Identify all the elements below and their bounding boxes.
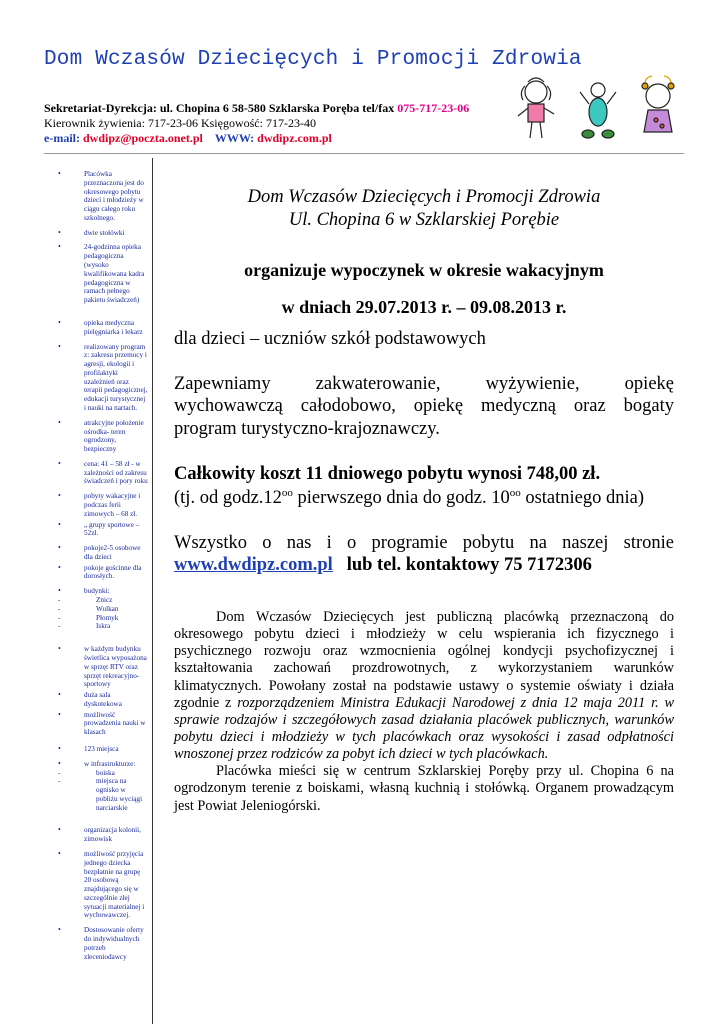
infrastructure-entry: - boiska xyxy=(84,769,148,778)
list-item: • opieka medyczna pielęgniarka i lekarz xyxy=(58,319,148,337)
org-title: Dom Wczasów Dziecięcych i Promocji Zdrowia xyxy=(44,48,582,71)
list-item: • 123 miejsca xyxy=(58,745,148,754)
dates-text: w dniach 29.07.2013 r. – 09.08.2013 r. xyxy=(281,297,567,318)
header-address-line xyxy=(44,101,469,116)
provide-line: program turystyczno-krajoznawczy. xyxy=(174,418,440,439)
infrastructure-entry: - miejsca na ognisko w pobliżu wyciągi narciarskie xyxy=(84,777,148,812)
provide-paragraph xyxy=(174,373,674,441)
list-item: • możliwość przyjęcia jednego dziecka bezpłatnie na grupę 20 osobową znajdującego się w szczególnie złej sytuacji materialnej i wychowawczej. xyxy=(58,850,148,920)
building-name: - Znicz xyxy=(84,596,148,605)
list-item: • pokoje gościnne dla dorosłych. xyxy=(58,564,148,582)
time-text xyxy=(174,487,674,510)
infrastructure-label: w infrastrukturze: xyxy=(84,759,136,768)
list-item: • możliwość prowadzenia nauki w klasach xyxy=(58,711,148,737)
time-part: pierwszego dnia do godz. 10 xyxy=(292,488,510,509)
cost-text: Całkowity koszt 11 dniowego pobytu wynosi 748,00 zł. xyxy=(174,463,601,484)
phone-text: lub tel. kontaktowy 75 7172306 xyxy=(346,555,592,576)
list-item: • w każdym budynku świetlica wyposażona w sprzęt RTV oraz sprzęt rekreacyjno-sportowy xyxy=(58,645,148,689)
address-text: Sekretariat-Dyrekcja: ul. Chopina 6 58-580 Szklarska Poręba tel/fax xyxy=(44,101,398,115)
building-name: - Iskra xyxy=(84,622,148,631)
list-item: • atrakcyjne położenie ośrodka- teren ogrodzony, bezpieczny xyxy=(58,419,148,454)
kids-illustration xyxy=(508,72,688,144)
provide-line: Zapewniamy zakwaterowanie, wyżywienie, opiekę xyxy=(174,373,674,394)
list-item: • dwie stołówki xyxy=(58,229,148,238)
main-address: Ul. Chopina 6 w Szklarskiej Porębie xyxy=(288,210,560,231)
list-item: • realizowany program z: zakresu przemocy i agresji, ekologii i profilaktyki uzależnień oraz terapii pedagogicznej, edukacji turystycznej i nauki na nartach. xyxy=(58,343,148,413)
www-link[interactable]: dwdipz.com.pl xyxy=(257,131,332,145)
list-item: • cena: 41 – 58 zł - w zależności od zakresu świadczeń i pory roku xyxy=(58,460,148,486)
description-text: Dom Wczasów Dziecięcych jest publiczną placówką przeznaczoną do okresowego pobytu dzieci i młodzieży w celu wspierania ich fizycznego i psychicznego rozwoju oraz wzmocnienia ogólnej kondycji psychofizycznej i kształtowania zachowań prozdrowotnych, z wykorzystaniem warunków klimatycznych. Powołany został na podstawie ustawy o systemie oświaty i działa zgodnie z xyxy=(174,608,674,711)
time-part: (tj. od godz.12 xyxy=(174,488,282,509)
list-item: • duża sala dyskotekowa xyxy=(58,691,148,709)
organizes-text: organizuje wypoczynek w okresie wakacyjnym xyxy=(244,260,604,281)
header-email-line xyxy=(44,131,332,146)
info-paragraph xyxy=(174,532,674,577)
time-part: ostatniego dnia) xyxy=(520,488,645,509)
main-heading: Dom Wczasów Dziecięcych i Promocji Zdrowia xyxy=(247,187,601,207)
list-item: • organizacja kolonii, zimowisk xyxy=(58,826,148,844)
provide-line: wychowawczą całodobowo, opiekę medyczną oraz bogaty xyxy=(174,396,674,417)
list-item: • pobyty wakacyjne i podczas ferii zimowych – 68 zł. xyxy=(58,492,148,518)
website-link[interactable]: www.dwdipz.com.pl xyxy=(174,555,333,576)
buildings-item xyxy=(58,587,148,631)
list-item: • pokoje2-5 osobowe dla dzieci xyxy=(58,544,148,562)
buildings-label: budynki: xyxy=(84,587,110,596)
info-line xyxy=(174,554,674,577)
www-label: WWW: xyxy=(214,131,258,145)
sidebar xyxy=(58,170,148,967)
regulation-text: rozporządzeniem Ministra Edukacji Narodowej z dnia 12 maja 2011 r. w sprawie rodzajów i szczegółowych zasad działania placówek publicznych, warunków pobytu dzieci i młodzieży w tych placówkach oraz wysokości i zasad odpłatności wnoszonej przez rodziców za pobyt ich dzieci w tych placówkach. xyxy=(174,694,674,763)
header-divider xyxy=(44,153,684,154)
sidebar-divider xyxy=(152,158,153,1024)
list-item: • „ grupy sportowe – 52zł. xyxy=(58,521,148,539)
header-contacts-line: Kierownik żywienia: 717-23-06 Księgowość: 717-23-40 xyxy=(44,116,316,130)
building-name: - Wulkan xyxy=(84,605,148,614)
infrastructure-item xyxy=(58,760,148,813)
time-sup: oo xyxy=(509,487,521,500)
building-name: - Płomyk xyxy=(84,614,148,623)
location-paragraph: Placówka mieści się w centrum Szklarskiej Poręby przy ul. Chopina 6 na ogrodzonym terenie z boiskami, własną kuchnią i stołówką. Organem prowadzącym jest Powiat Jeleniogórski. xyxy=(174,763,674,814)
description-paragraph xyxy=(174,609,674,763)
fax-number: 075-717-23-06 xyxy=(397,101,470,115)
list-item: • Dostosowanie oferty do indywidualnych potrzeb zleceniodawcy xyxy=(58,926,148,961)
info-line: Wszystko o nas i o programie pobytu na naszej stronie xyxy=(174,532,674,553)
time-sup: oo xyxy=(281,487,293,500)
main-content xyxy=(174,186,674,815)
email-link[interactable]: dwdipz@poczta.onet.pl xyxy=(82,131,203,145)
list-item: • 24-godzinna opieka pedagogiczna (wysoko kwalifikowana kadra pedagogiczna w ramach pełnego pakietu świadczeń) xyxy=(58,243,148,304)
list-item: • Placówka przeznaczona jest do okresowego pobytu dzieci i młodzieży w ciągu całego roku szkolnego. xyxy=(58,170,148,223)
email-label: e-mail: xyxy=(44,131,83,145)
audience-text: dla dzieci – uczniów szkół podstawowych xyxy=(174,329,486,350)
